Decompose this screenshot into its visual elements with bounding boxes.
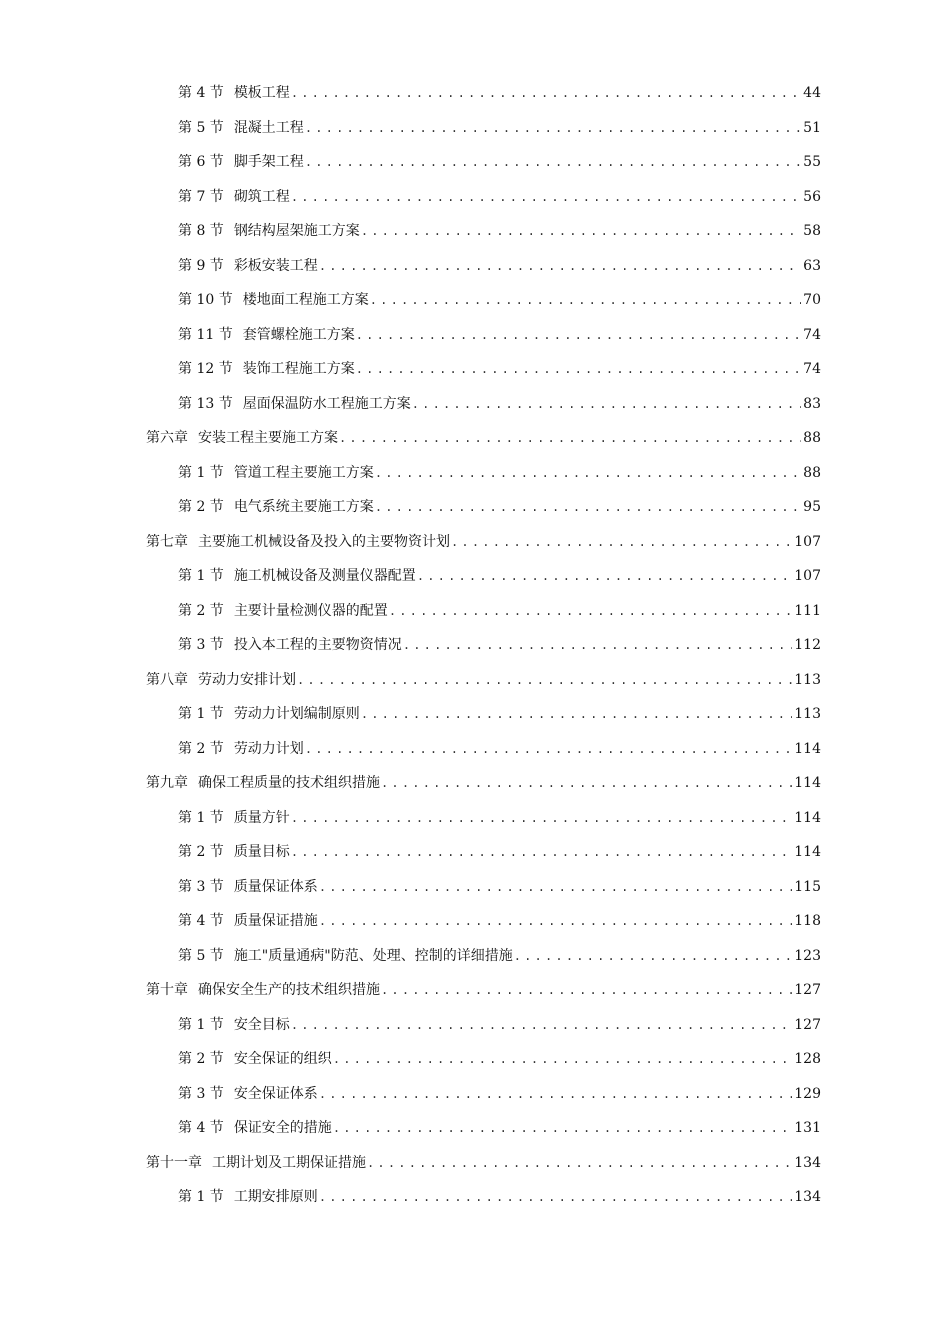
toc-entry-line bbox=[146, 980, 821, 1000]
toc-entry-title: 保证安全的措施 bbox=[233, 1120, 332, 1137]
toc-section-entry[interactable] bbox=[0, 111, 950, 146]
toc-section-entry[interactable] bbox=[0, 559, 950, 594]
toc-section-entry[interactable] bbox=[0, 732, 950, 767]
toc-entry-line bbox=[178, 463, 821, 483]
toc-entry-title: 电气系统主要施工方案 bbox=[233, 499, 374, 516]
toc-page-number: 58 bbox=[803, 223, 821, 240]
toc-section-entry[interactable] bbox=[0, 214, 950, 249]
toc-section-entry[interactable] bbox=[0, 835, 950, 870]
toc-chapter-entry[interactable] bbox=[0, 421, 950, 456]
toc-entry-number: 第 5 节 bbox=[178, 119, 224, 136]
toc-page-number: 134 bbox=[794, 1154, 821, 1171]
toc-entry-line bbox=[178, 359, 821, 379]
toc-section-entry[interactable] bbox=[0, 145, 950, 180]
toc-dot-leader bbox=[291, 842, 792, 862]
toc-entry-line bbox=[146, 532, 821, 552]
toc-entry-number: 第 4 节 bbox=[178, 913, 224, 930]
toc-page-number: 55 bbox=[803, 154, 821, 171]
toc-page-number: 118 bbox=[794, 913, 821, 930]
toc-entry-number: 第九章 bbox=[146, 775, 188, 792]
toc-page-number: 44 bbox=[803, 85, 821, 102]
toc-page-number: 88 bbox=[803, 430, 821, 447]
toc-entry-line bbox=[178, 394, 821, 414]
toc-section-entry[interactable] bbox=[0, 1077, 950, 1112]
toc-entry-title: 确保安全生产的技术组织措施 bbox=[198, 982, 380, 999]
toc-entry-title: 装饰工程施工方案 bbox=[242, 361, 355, 378]
toc-entry-number: 第 3 节 bbox=[178, 1085, 224, 1102]
toc-dot-leader bbox=[375, 463, 801, 483]
toc-section-entry[interactable] bbox=[0, 594, 950, 629]
toc-dot-leader bbox=[319, 1084, 792, 1104]
toc-entry-number: 第 4 节 bbox=[178, 85, 224, 102]
toc-entry-line bbox=[178, 325, 821, 345]
toc-page-number: 63 bbox=[803, 257, 821, 274]
toc-chapter-entry[interactable] bbox=[0, 1146, 950, 1181]
toc-entry-title: 施工机械设备及测量仪器配置 bbox=[233, 568, 416, 585]
toc-page-number: 114 bbox=[794, 775, 821, 792]
toc-dot-leader bbox=[451, 532, 792, 552]
toc-entry-title: 安装工程主要施工方案 bbox=[198, 430, 338, 447]
toc-entry-title: 质量保证体系 bbox=[233, 878, 318, 895]
toc-dot-leader bbox=[412, 394, 801, 414]
toc-page-number: 56 bbox=[803, 188, 821, 205]
toc-entry-title: 彩板安装工程 bbox=[233, 257, 318, 274]
toc-entry-title: 主要计量检测仪器的配置 bbox=[233, 602, 388, 619]
toc-entry-line bbox=[178, 152, 821, 172]
toc-entry-title: 质量方针 bbox=[233, 809, 290, 826]
toc-dot-leader bbox=[319, 877, 792, 897]
toc-entry-title: 脚手架工程 bbox=[233, 154, 304, 171]
toc-entry-line bbox=[178, 1187, 821, 1207]
toc-entry-title: 钢结构屋架施工方案 bbox=[233, 223, 360, 240]
toc-entry-line bbox=[178, 601, 821, 621]
toc-page-number: 111 bbox=[794, 602, 821, 619]
toc-entry-title: 混凝土工程 bbox=[233, 119, 304, 136]
toc-entry-title: 安全保证体系 bbox=[233, 1085, 318, 1102]
toc-chapter-entry[interactable] bbox=[0, 525, 950, 560]
toc-entry-title: 套管螺栓施工方案 bbox=[242, 326, 355, 343]
toc-entry-line bbox=[178, 256, 821, 276]
toc-page-number: 83 bbox=[803, 395, 821, 412]
toc-entry-line bbox=[146, 1153, 821, 1173]
toc-page-number: 95 bbox=[803, 499, 821, 516]
toc-dot-leader bbox=[361, 704, 792, 724]
toc-entry-title: 劳动力安排计划 bbox=[198, 671, 296, 688]
toc-entry-number: 第 2 节 bbox=[178, 602, 224, 619]
toc-page-number: 129 bbox=[794, 1085, 821, 1102]
toc-entry-title: 劳动力计划 bbox=[233, 740, 304, 757]
toc-page-number: 112 bbox=[794, 637, 821, 654]
toc-entry-line bbox=[178, 497, 821, 517]
toc-dot-leader bbox=[291, 187, 801, 207]
toc-dot-leader bbox=[305, 118, 801, 138]
toc-entry-line bbox=[146, 670, 821, 690]
toc-chapter-entry[interactable] bbox=[0, 663, 950, 698]
toc-section-entry[interactable] bbox=[0, 249, 950, 284]
toc-entry-title: 施工"质量通病"防范、处理、控制的详细措施 bbox=[233, 947, 513, 964]
toc-entry-number: 第 12 节 bbox=[178, 361, 233, 378]
toc-page-number: 51 bbox=[803, 119, 821, 136]
toc-chapter-entry[interactable] bbox=[0, 766, 950, 801]
toc-entry-number: 第 1 节 bbox=[178, 809, 224, 826]
toc-section-entry[interactable] bbox=[0, 76, 950, 111]
toc-entry-line bbox=[178, 842, 821, 862]
toc-dot-leader bbox=[297, 670, 792, 690]
toc-entry-title: 安全保证的组织 bbox=[233, 1051, 332, 1068]
toc-dot-leader bbox=[370, 290, 801, 310]
toc-dot-leader bbox=[291, 808, 792, 828]
toc-page-number: 114 bbox=[794, 740, 821, 757]
toc-dot-leader bbox=[333, 1049, 792, 1069]
toc-entry-number: 第 4 节 bbox=[178, 1120, 224, 1137]
toc-entry-title: 劳动力计划编制原则 bbox=[233, 706, 360, 723]
toc-entry-title: 质量保证措施 bbox=[233, 913, 318, 930]
toc-entry-line bbox=[178, 739, 821, 759]
toc-dot-leader bbox=[333, 1118, 792, 1138]
toc-chapter-entry[interactable] bbox=[0, 973, 950, 1008]
toc-entry-number: 第 3 节 bbox=[178, 637, 224, 654]
toc-dot-leader bbox=[389, 601, 792, 621]
toc-page-number: 88 bbox=[803, 464, 821, 481]
toc-entry-number: 第 2 节 bbox=[178, 499, 224, 516]
toc-entry-number: 第十章 bbox=[146, 982, 188, 999]
toc-entry-number: 第 11 节 bbox=[178, 326, 233, 343]
toc-entry-title: 确保工程质量的技术组织措施 bbox=[198, 775, 380, 792]
toc-section-entry[interactable] bbox=[0, 490, 950, 525]
toc-page-number: 115 bbox=[794, 878, 821, 895]
toc-section-entry[interactable] bbox=[0, 628, 950, 663]
toc-entry-line bbox=[178, 946, 821, 966]
toc-page-number: 123 bbox=[794, 947, 821, 964]
toc-entry-number: 第 1 节 bbox=[178, 706, 224, 723]
toc-dot-leader bbox=[367, 1153, 792, 1173]
toc-entry-number: 第 2 节 bbox=[178, 1051, 224, 1068]
toc-page-number: 107 bbox=[794, 568, 821, 585]
toc-entry-number: 第 1 节 bbox=[178, 1189, 224, 1206]
toc-entry-line bbox=[178, 566, 821, 586]
toc-entry-line bbox=[178, 635, 821, 655]
toc-entry-line bbox=[178, 911, 821, 931]
toc-entry-line bbox=[146, 773, 821, 793]
toc-entry-line bbox=[178, 1049, 821, 1069]
toc-entry-line bbox=[178, 83, 821, 103]
toc-section-entry[interactable] bbox=[0, 180, 950, 215]
toc-dot-leader bbox=[514, 946, 793, 966]
toc-page-number: 114 bbox=[794, 809, 821, 826]
toc-entry-line bbox=[178, 808, 821, 828]
toc-entry-line bbox=[178, 290, 821, 310]
toc-entry-number: 第八章 bbox=[146, 671, 188, 688]
toc-entry-line bbox=[178, 1118, 821, 1138]
toc-entry-title: 工期安排原则 bbox=[233, 1189, 318, 1206]
toc-entry-number: 第七章 bbox=[146, 533, 188, 550]
toc-dot-leader bbox=[417, 566, 792, 586]
toc-entry-line bbox=[178, 221, 821, 241]
toc-entry-line bbox=[178, 1084, 821, 1104]
toc-page-number: 113 bbox=[794, 706, 821, 723]
toc-page-number: 114 bbox=[794, 844, 821, 861]
toc-entry-line bbox=[146, 428, 821, 448]
toc-page-number: 107 bbox=[794, 533, 821, 550]
toc-section-entry[interactable] bbox=[0, 904, 950, 939]
toc-entry-line bbox=[178, 704, 821, 724]
toc-page-number: 127 bbox=[794, 982, 821, 999]
toc-section-entry[interactable] bbox=[0, 801, 950, 836]
toc-dot-leader bbox=[381, 980, 792, 1000]
toc-dot-leader bbox=[291, 1015, 792, 1035]
toc-entry-number: 第 8 节 bbox=[178, 223, 224, 240]
toc-dot-leader bbox=[375, 497, 801, 517]
toc-section-entry[interactable] bbox=[0, 283, 950, 318]
toc-dot-leader bbox=[319, 256, 801, 276]
toc-section-entry[interactable] bbox=[0, 1111, 950, 1146]
toc-dot-leader bbox=[305, 152, 801, 172]
toc-entry-title: 投入本工程的主要物资情况 bbox=[233, 637, 402, 654]
toc-entry-title: 管道工程主要施工方案 bbox=[233, 464, 374, 481]
toc-entry-number: 第 1 节 bbox=[178, 568, 224, 585]
toc-page-number: 128 bbox=[794, 1051, 821, 1068]
toc-section-entry[interactable] bbox=[0, 456, 950, 491]
toc-dot-leader bbox=[305, 739, 792, 759]
toc-entry-number: 第 2 节 bbox=[178, 844, 224, 861]
toc-entry-line bbox=[178, 187, 821, 207]
toc-section-entry[interactable] bbox=[0, 1042, 950, 1077]
toc-dot-leader bbox=[319, 911, 792, 931]
toc-entry-number: 第 3 节 bbox=[178, 878, 224, 895]
toc-entry-line bbox=[178, 1015, 821, 1035]
toc-dot-leader bbox=[361, 221, 801, 241]
toc-entry-title: 安全目标 bbox=[233, 1016, 290, 1033]
toc-entry-title: 工期计划及工期保证措施 bbox=[212, 1154, 366, 1171]
toc-entry-title: 楼地面工程施工方案 bbox=[242, 292, 369, 309]
toc-dot-leader bbox=[319, 1187, 792, 1207]
toc-page-number: 113 bbox=[794, 671, 821, 688]
toc-entry-number: 第 9 节 bbox=[178, 257, 224, 274]
toc-entry-title: 屋面保温防水工程施工方案 bbox=[242, 395, 411, 412]
toc-entry-number: 第 13 节 bbox=[178, 395, 233, 412]
table-of-contents bbox=[0, 76, 950, 1215]
toc-dot-leader bbox=[403, 635, 792, 655]
toc-dot-leader bbox=[356, 325, 801, 345]
toc-entry-title: 砌筑工程 bbox=[233, 188, 290, 205]
toc-section-entry[interactable] bbox=[0, 1180, 950, 1215]
toc-section-entry[interactable] bbox=[0, 1008, 950, 1043]
toc-entry-number: 第 5 节 bbox=[178, 947, 224, 964]
toc-entry-number: 第 2 节 bbox=[178, 740, 224, 757]
toc-entry-line bbox=[178, 118, 821, 138]
toc-page-number: 131 bbox=[794, 1120, 821, 1137]
toc-entry-number: 第 6 节 bbox=[178, 154, 224, 171]
toc-entry-title: 质量目标 bbox=[233, 844, 290, 861]
toc-entry-number: 第 1 节 bbox=[178, 464, 224, 481]
toc-page-number: 127 bbox=[794, 1016, 821, 1033]
toc-entry-number: 第十一章 bbox=[146, 1154, 202, 1171]
toc-dot-leader bbox=[291, 83, 801, 103]
toc-section-entry[interactable] bbox=[0, 697, 950, 732]
toc-page-number: 134 bbox=[794, 1189, 821, 1206]
toc-section-entry[interactable] bbox=[0, 352, 950, 387]
toc-entry-title: 主要施工机械设备及投入的主要物资计划 bbox=[198, 533, 450, 550]
toc-section-entry[interactable] bbox=[0, 939, 950, 974]
toc-section-entry[interactable] bbox=[0, 318, 950, 353]
toc-entry-line bbox=[178, 877, 821, 897]
toc-entry-number: 第 1 节 bbox=[178, 1016, 224, 1033]
toc-dot-leader bbox=[381, 773, 792, 793]
toc-entry-number: 第 7 节 bbox=[178, 188, 224, 205]
toc-section-entry[interactable] bbox=[0, 870, 950, 905]
toc-dot-leader bbox=[339, 428, 801, 448]
toc-page-number: 74 bbox=[803, 326, 821, 343]
toc-section-entry[interactable] bbox=[0, 387, 950, 422]
toc-entry-number: 第六章 bbox=[146, 430, 188, 447]
toc-page-number: 74 bbox=[803, 361, 821, 378]
toc-page-number: 70 bbox=[803, 292, 821, 309]
toc-entry-number: 第 10 节 bbox=[178, 292, 233, 309]
toc-dot-leader bbox=[356, 359, 801, 379]
toc-entry-title: 模板工程 bbox=[233, 85, 290, 102]
